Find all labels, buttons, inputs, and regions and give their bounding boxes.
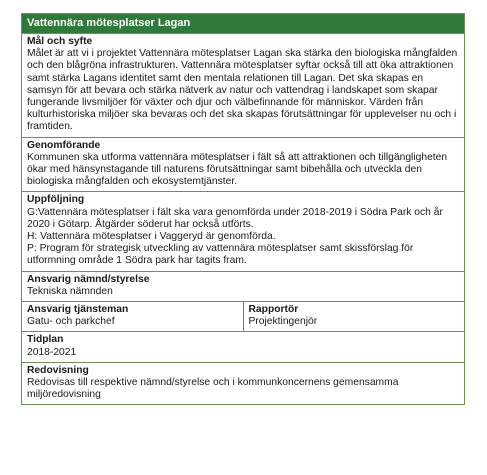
reporter-text: Projektingenjör [248, 316, 318, 328]
section-implementation-text: Kommunen ska utforma vattennära mötesplatser i fält så att attraktionen och tillgängligheten ökar med hänsynstagande till naturens förutsättningar samt bibehålla och utveckla den biologiska mångfalden och ekosystemtjänster. [27, 151, 448, 188]
card-title: Vattennära mötesplatser Lagan [22, 14, 464, 33]
section-reporting [22, 362, 464, 405]
responsibility-row [22, 301, 464, 331]
section-responsible-board [22, 271, 464, 301]
section-responsible-board-text: Tekniska nämnden [27, 285, 113, 297]
section-implementation-label: Genomförande [27, 139, 101, 151]
followup-line-h: H: Vattennära mötesplatser i Vaggeryd är genomförda. [27, 231, 276, 243]
section-reporting-label: Redovisning [27, 364, 89, 376]
section-goal [22, 33, 464, 137]
section-timeline [22, 331, 464, 361]
reporter-cell [243, 302, 465, 331]
responsible-officer-text: Gatu- och parkchef [27, 316, 115, 328]
section-followup-text [27, 207, 459, 268]
responsible-officer-label: Ansvarig tjänsteman [27, 304, 129, 316]
section-goal-text: Målet är att vi i projektet Vattennära mötesplatser Lagan ska stärka den biologiska mångfalden och den blågröna infrastrukturen. Vattennära mötesplatser syftar också till att öka attraktionen samt stärka Lagans identitet samt den mentala relationen till Lagan. Det ska skapas en samsyn för att bevara och stärka nätverk av natur och vattendrag i landskapet som skapar fungerande livsmiljöer för växter och djur och välbefinnande för människor. Värden från kulturhistoriska miljöer ska bevaras och det ska skapas förutsättningar för upplevelser nu och i framtiden. [27, 48, 458, 133]
section-implementation [22, 137, 464, 192]
section-responsible-board-label: Ansvarig nämnd/styrelse [27, 273, 150, 285]
reporter-label: Rapportör [248, 304, 299, 316]
project-card [21, 13, 465, 405]
responsible-officer-cell [22, 302, 243, 331]
followup-line-g: G:Vattennära mötesplatser i fält ska vara genomförda under 2018-2019 i Södra Park och år 2020 i Götarp. Åtgärder söderut har också utförts. [27, 206, 443, 230]
section-followup [22, 191, 464, 270]
section-followup-label: Uppföljning [27, 194, 85, 206]
section-timeline-text: 2018-2021 [27, 346, 77, 358]
section-goal-label: Mål och syfte [27, 36, 93, 47]
section-timeline-label: Tidplan [27, 334, 64, 346]
section-reporting-text: Redovisas till respektive nämnd/styrelse och i kommunkoncernens gemensamma miljöredovisning [27, 377, 399, 401]
followup-line-p: P: Program för strategisk utveckling av vattennära mötesplatser samt skissförslag för utformning område 1 Södra park har tagits fram. [27, 243, 414, 267]
